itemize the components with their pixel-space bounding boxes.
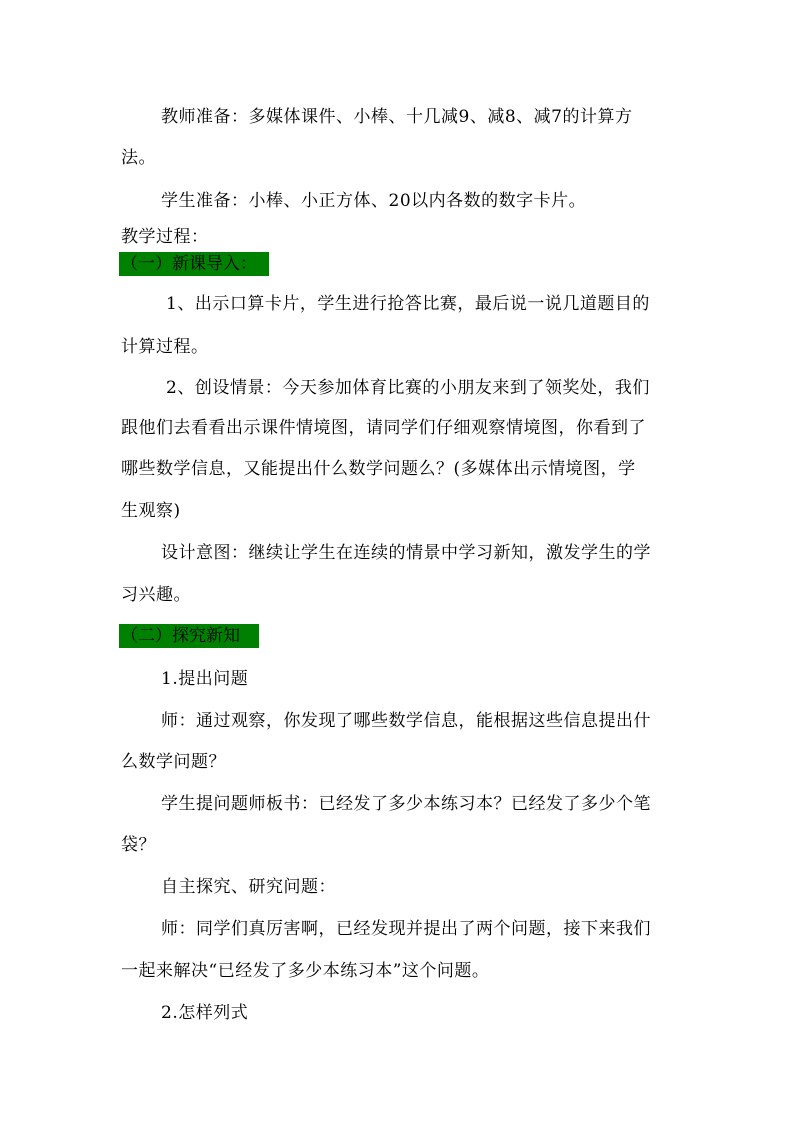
text-line: 生观察) <box>121 501 181 521</box>
text-line: 一起来解决“已经发了多少本练习本”这个问题。 <box>121 961 490 981</box>
text-line: 么数学问题？ <box>121 752 226 772</box>
text-line: 自主探究、研究问题： <box>161 877 336 897</box>
text-line: 袋？ <box>121 835 156 855</box>
text-line: 学生提问题师板书：已经发了多少本练习本？已经发了多少个笔 <box>161 794 651 814</box>
text-line: 设计意图：继续让学生在连续的情景中学习新知，激发学生的学 <box>161 543 651 563</box>
text-line: 哪些数学信息，又能提出什么数学问题么？(多媒体出示情境图，学 <box>121 459 636 479</box>
text-line: 学生准备：小棒、小正方体、20以内各数的数字卡片。 <box>161 191 587 211</box>
text-line: 法。 <box>121 148 156 168</box>
text-line: 跟他们去看看出示课件情境图，请同学们仔细观察情境图，你看到了 <box>121 418 646 438</box>
text-line: 2.怎样列式 <box>161 1003 249 1023</box>
text-line: 习兴趣。 <box>121 585 191 605</box>
text-line: 教师准备：多媒体课件、小棒、十几减9、减8、减7的计算方 <box>161 107 633 127</box>
text-line: 2、创设情景：今天参加体育比赛的小朋友来到了领奖处，我们 <box>166 378 650 398</box>
text-line: 1、出示口算卡片，学生进行抢答比赛，最后说一说几道题目的 <box>166 294 650 314</box>
text-line: 1.提出问题 <box>161 669 249 689</box>
text-line: 师：通过观察，你发现了哪些数学信息，能根据这些信息提出什 <box>161 711 651 731</box>
text-line: 师：同学们真厉害啊，已经发现并提出了两个问题，接下来我们 <box>161 919 651 939</box>
section-heading: （二）探究新知 <box>119 624 259 648</box>
text-line: 教学过程： <box>121 227 209 247</box>
section-heading: （一）新课导入： <box>119 252 269 276</box>
text-line: 计算过程。 <box>121 337 209 357</box>
